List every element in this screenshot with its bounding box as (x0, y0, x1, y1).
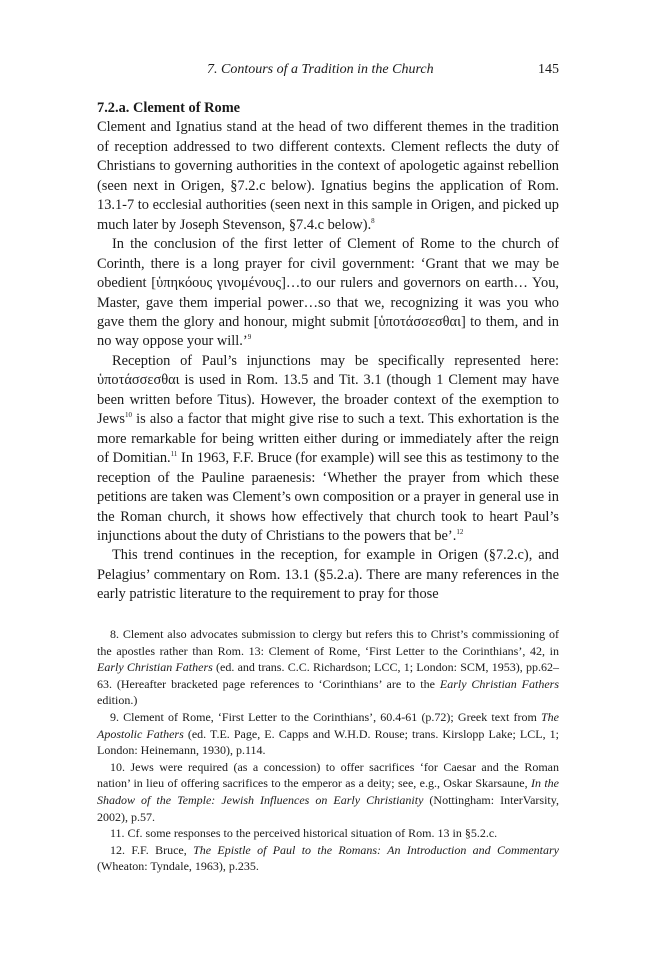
paragraph (97, 352, 559, 547)
paragraph-text: In 1963, F.F. Bruce (for example) will see this as testimony to the reception of the Pauline paraenesis: ‘Whether the prayer from which these petitions are taken was Clement’s own composition or a prayer in general use in the Roman church, it shows how effectively that church took to heart Paul’s injunctions about the duty of Christians to the powers that be’. (97, 450, 559, 544)
footnote-ref[interactable]: 9 (247, 333, 252, 342)
paragraph (97, 546, 559, 604)
footnote (97, 709, 559, 759)
footnote-ref[interactable]: 8 (371, 216, 375, 225)
section-heading: 7.2.a. Clement of Rome (97, 100, 241, 116)
main-text (97, 99, 559, 605)
footnote (97, 842, 559, 875)
page-number: 145 (538, 62, 559, 77)
footnote-ref[interactable]: 11 (170, 450, 178, 459)
footnote-text: (ed. and trans. C.C. Richardson; LCC, 1; London: SCM, 1953), pp.62–63. (Hereafter bracketed page references to ‘Corinthians’ are to the (97, 660, 560, 691)
footnote-title: The Epistle of Paul to the Romans: An Introduction and Commentary (193, 842, 560, 857)
footnote-ref[interactable]: 12 (456, 528, 464, 537)
paragraph (97, 235, 559, 352)
footnote-text: 9. Clement of Rome, ‘First Letter to the Corinthians’, 60.4-61 (p.72); Greek text from (110, 709, 541, 724)
footnote-text: 12. F.F. Bruce, (110, 842, 194, 857)
footnote-title: The Apostolic Fathers (97, 709, 559, 741)
footnote-text: 11. Cf. some responses to the perceived historical situation of Rom. 13 in §5.2.c. (110, 826, 498, 841)
footnote-text: edition.) (97, 693, 138, 708)
footnote (97, 759, 559, 825)
paragraph-text: In the conclusion of the first letter of Clement of Rome to the church of Corinth, there is a long prayer for civil government: ‘Grant that we may be obedient [ὑπηκόους γινομένους]…to our rulers and governors on earth… You, Master, gave them imperial power…so that we, recognizing it was you who gave them the glory and honour, might submit [ὑποτάσσεσθαι] to them, and in no way oppose your will.’ (97, 236, 559, 350)
footnote-text: (Nottingham: InterVarsity, 2002), p.57. (97, 792, 559, 824)
footnote-ref[interactable]: 10 (124, 411, 132, 420)
footnote (97, 626, 559, 709)
footnote-title: Early Christian Fathers (439, 676, 559, 691)
paragraph-text: Reception of Paul’s injunctions may be specifically represented here: ὑποτάσσεσθαι is used in Rom. 13.5 and Tit. 3.1 (though 1 Clement may have been written before Titus). However, the broader context of the exemption to Jews (97, 352, 559, 428)
footnote-text: (ed. T.E. Page, E. Capps and W.H.D. Rouse; trans. Kirslopp Lake; LCL, 1; London: Heinemann, 1930), p.114. (97, 726, 559, 758)
footnote-title: Early Christian Fathers (97, 660, 213, 675)
paragraph-text: is also a factor that might give rise to such a text. This exhortation is the more remarkable for being written either during or immediately after the reign of Domitian. (97, 411, 559, 467)
footnotes (97, 626, 559, 875)
paragraph-text: Clement and Ignatius stand at the head of two different themes in the tradition of reception addressed to two different contexts. Clement reflects the duty of Christians to governing authorities in the context of apologetic against rebellion (seen next in Origen, §7.2.c below). Ignatius begins the application of Rom. 13.1-7 to ecclesial authorities (seen next in this sample in Origen, and picked up much later by Joseph Stevenson, §7.4.c below). (97, 119, 559, 233)
footnote-text: (Wheaton: Tyndale, 1963), p.235. (97, 859, 259, 874)
footnote-title: In the Shadow of the Temple: Jewish Influences on Early Christianity (97, 776, 559, 807)
footnote (97, 825, 559, 842)
running-head: 7. Contours of a Tradition in the Church (207, 62, 434, 77)
paragraph-text: This trend continues in the reception, for example in Origen (§7.2.c), and Pelagius’ commentary on Rom. 13.1 (§5.2.a). There are many references in the early patristic literature to the requirement to pray for those (97, 547, 559, 603)
footnote-text: 8. Clement also advocates submission to clergy but refers this to Christ’s commissioning of the apostles rather than Rom. 13: Clement of Rome, ‘First Letter to the Corinthians’, 42, in (97, 627, 559, 658)
paragraph (97, 118, 559, 235)
footnote-text: 10. Jews were required (as a concession) to offer sacrifices ‘for Caesar and the Roman nation’ in lieu of offering sacrifices to the emperor as a deity; see, e.g., Oskar Skarsaune, (97, 759, 559, 791)
running-header (97, 62, 559, 82)
